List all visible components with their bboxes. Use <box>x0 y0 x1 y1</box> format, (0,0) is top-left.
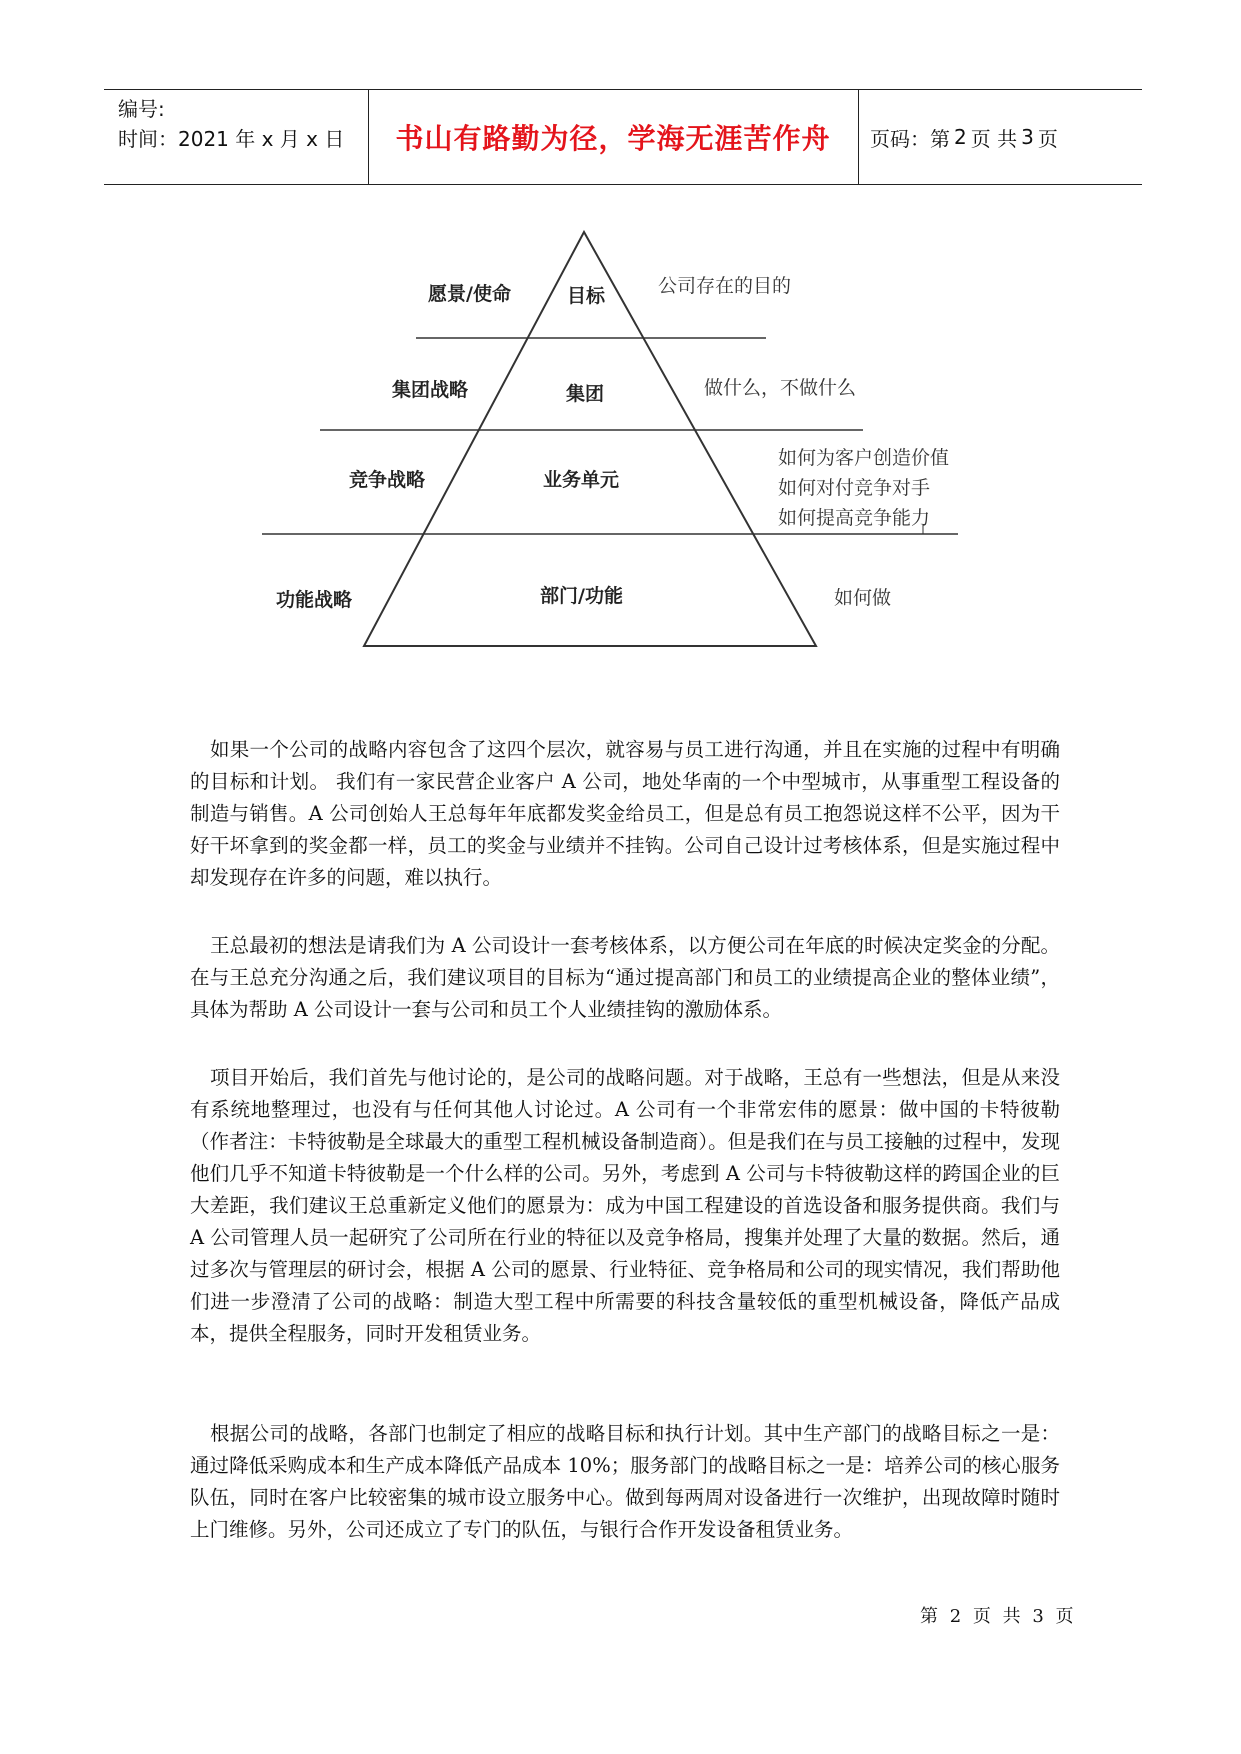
body-paragraph-4: 根据公司的战略，各部门也制定了相应的战略目标和执行计划。其中生产部门的战略目标之一是：通过降低采购成本和生产成本降低产品成本 10%；服务部门的战略目标之一是：培养公司的核心服务队伍，同时在客户比较密集的城市设立服务中心。做到每两周对设备进行一次维护，出现故障时随时上门维修。另外，公司还成立了专门的队伍，与银行合作开发设备租赁业务。 <box>190 1422 1060 1541</box>
note-competitive-3: 如何提高竞争能力 <box>778 507 931 529</box>
page-info-suffix: 页 <box>1037 126 1058 151</box>
page-footer: 第 2 页 共 3 页 <box>920 1606 1074 1627</box>
page-current: 2 <box>954 125 967 149</box>
header-motto: 书山有路勤为径，学海无涯苦作舟 <box>395 122 831 155</box>
unit-label-business-unit: 业务单元 <box>543 469 620 491</box>
unit-label-department: 部门/功能 <box>540 585 623 607</box>
unit-label-goal: 目标 <box>567 285 606 307</box>
strategy-label-vision: 愿景/使命 <box>428 283 511 305</box>
note-competitive-2: 如何对付竞争对手 <box>778 477 931 499</box>
note-group: 做什么，不做什么 <box>704 377 857 399</box>
serial-number-label: 编号: <box>118 97 165 121</box>
page-total: 3 <box>1021 125 1034 149</box>
body-paragraph-1: 如果一个公司的战略内容包含了这四个层次，就容易与员工进行沟通，并且在实施的过程中有明确的目标和计划。 我们有一家民营企业客户 A 公司，地处华南的一个中型城市，从事重型工程设备的制造与销售。A 公司创始人王总每年年底都发奖金给员工，但是总有员工抱怨说这样不公平，因为干好干坏拿到的奖金都一样，员工的奖金与业绩并不挂钩。公司自己设计过考核体系，但是实施过程中却发现存在许多的问题，难以执行。 <box>190 738 1060 889</box>
strategy-pyramid-diagram <box>0 0 1241 660</box>
page-info-mid: 页 共 <box>970 126 1018 151</box>
body-paragraph-3: 项目开始后，我们首先与他讨论的，是公司的战略问题。对于战略，王总有一些想法，但是从来没有系统地整理过，也没有与任何其他人讨论过。A 公司有一个非常宏伟的愿景：做中国的卡特彼勒（作者注：卡特彼勒是全球最大的重型工程机械设备制造商）。但是我们在与员工接触的过程中，发现他们几乎不知道卡特彼勒是一个什么样的公司。另外，考虑到 A 公司与卡特彼勒这样的跨国企业的巨大差距，我们建议王总重新定义他们的愿景为：成为中国工程建设的首选设备和服务提供商。我们与 A 公司管理人员一起研究了公司所在行业的特征以及竞争格局，搜集并处理了大量的数据。然后，通过多次与管理层的研讨会，根据 A 公司的愿景、行业特征、竞争格局和公司的现实情况，我们帮助他们进一步澄清了公司的战略：制造大型工程中所需要的科技含量较低的重型机械设备，降低产品成本，提供全程服务，同时开发租赁业务。 <box>190 1066 1060 1345</box>
page-info-prefix: 页码：第 <box>870 126 950 151</box>
body-paragraph-2: 王总最初的想法是请我们为 A 公司设计一套考核体系，以方便公司在年底的时候决定奖金的分配。在与王总充分沟通之后，我们建议项目的目标为“通过提高部门和员工的业绩提高企业的整体业绩”，具体为帮助 A 公司设计一套与公司和员工个人业绩挂钩的激励体系。 <box>190 934 1060 1021</box>
unit-label-group: 集团 <box>566 383 605 405</box>
note-functional: 如何做 <box>834 587 892 609</box>
strategy-label-group: 集团战略 <box>392 379 469 401</box>
date-label: 时间：2021 年 x 月 x 日 <box>118 127 345 151</box>
strategy-label-competitive: 竞争战略 <box>349 469 426 491</box>
note-vision: 公司存在的目的 <box>658 275 792 297</box>
strategy-label-functional: 功能战略 <box>276 589 353 611</box>
note-competitive-1: 如何为客户创造价值 <box>778 447 950 469</box>
